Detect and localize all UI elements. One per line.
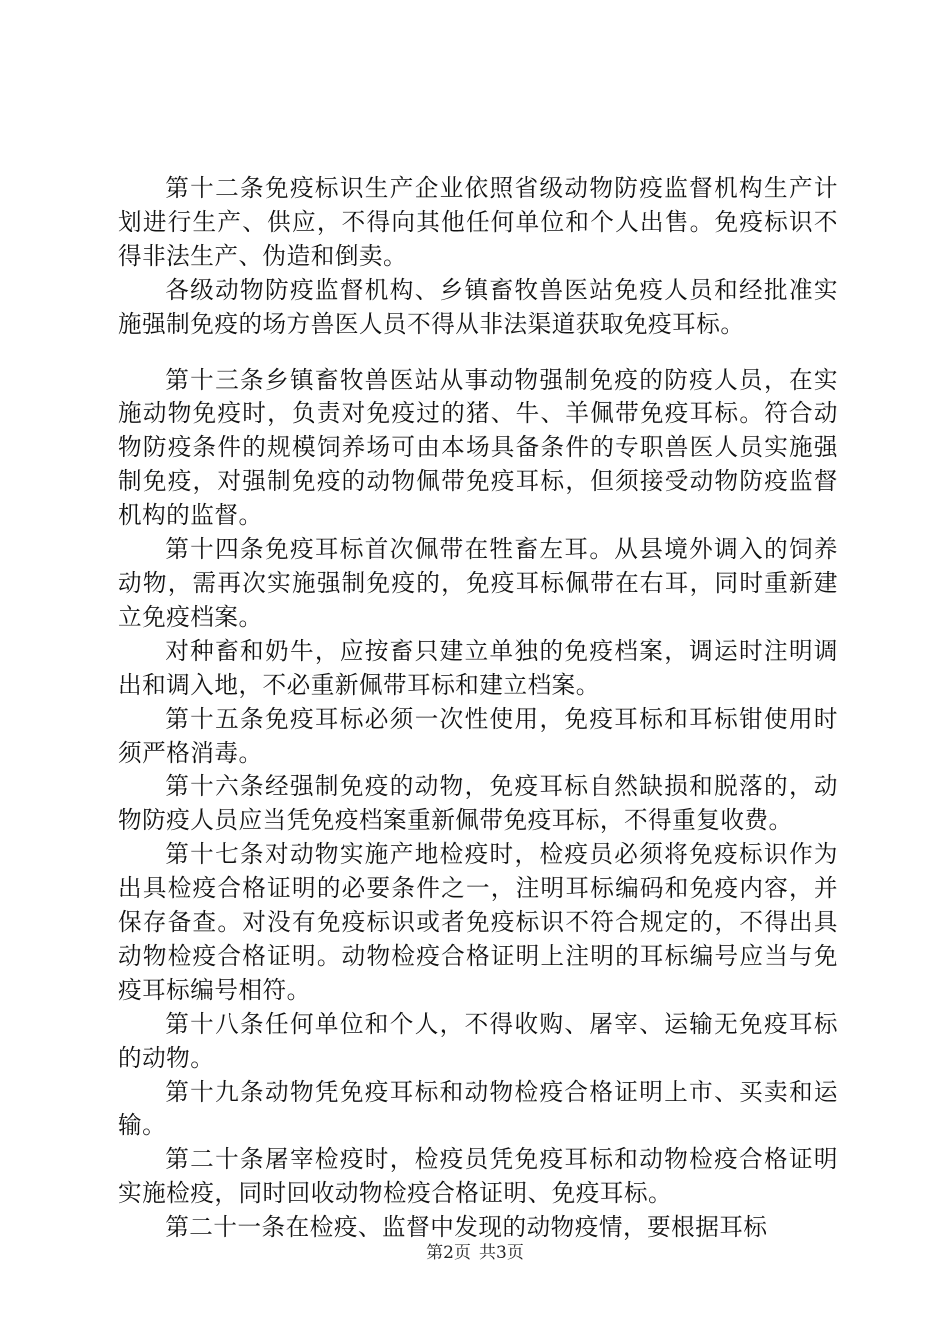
page-footer (0, 1242, 950, 1264)
page-number: 第2页 (426, 1243, 471, 1263)
paragraph-article-19: 第十九条动物凭免疫耳标和动物检疫合格证明上市、买卖和运输。 (118, 1077, 838, 1140)
paragraph-article-14-clause-2: 对种畜和奶牛，应按畜只建立单独的免疫档案，调运时注明调出和调入地，不必重新佩带耳标和建立档案。 (118, 636, 838, 699)
paragraph-article-15: 第十五条免疫耳标必须一次性使用，免疫耳标和耳标钳使用时须严格消毒。 (118, 704, 838, 767)
paragraph-article-21: 第二十一条在检疫、监督中发现的动物疫情，要根据耳标 (165, 1213, 768, 1242)
document-body (118, 172, 838, 1245)
paragraph-article-13: 第十三条乡镇畜牧兽医站从事动物强制免疫的防疫人员，在实施动物免疫时，负责对免疫过的猪、牛、羊佩带免疫耳标。符合动物防疫条件的规模饲养场可由本场具备条件的专职兽医人员实施强制免疫，对强制免疫的动物佩带免疫耳标，但须接受动物防疫监督机构的监督。 (118, 365, 838, 530)
paragraph-article-14: 第十四条免疫耳标首次佩带在牲畜左耳。从县境外调入的饲养动物，需再次实施强制免疫的，免疫耳标佩带在右耳，同时重新建立免疫档案。 (118, 535, 838, 631)
paragraph-article-17: 第十七条对动物实施产地检疫时，检疫员必须将免疫标识作为出具检疫合格证明的必要条件之一，注明耳标编码和免疫内容，并保存备查。对没有免疫标识或者免疫标识不符合规定的，不得出具动物检疫合格证明。动物检疫合格证明上注明的耳标编号应当与免疫耳标编号相符。 (118, 840, 838, 1004)
paragraph-article-18: 第十八条任何单位和个人，不得收购、屠宰、运输无免疫耳标的动物。 (118, 1009, 838, 1072)
paragraph-article-12-clause-2: 各级动物防疫监督机构、乡镇畜牧兽医站免疫人员和经批准实施强制免疫的场方兽医人员不得从非法渠道获取免疫耳标。 (118, 275, 838, 338)
page-total: 共3页 (479, 1243, 524, 1263)
paragraph-article-20: 第二十条屠宰检疫时，检疫员凭免疫耳标和动物检疫合格证明实施检疫，同时回收动物检疫合格证明、免疫耳标。 (118, 1145, 838, 1208)
paragraph-article-16: 第十六条经强制免疫的动物，免疫耳标自然缺损和脱落的，动物防疫人员应当凭免疫档案重新佩带免疫耳标，不得重复收费。 (118, 772, 838, 835)
paragraph-article-12: 第十二条免疫标识生产企业依照省级动物防疫监督机构生产计划进行生产、供应，不得向其他任何单位和个人出售。免疫标识不得非法生产、伪造和倒卖。 (118, 174, 838, 270)
